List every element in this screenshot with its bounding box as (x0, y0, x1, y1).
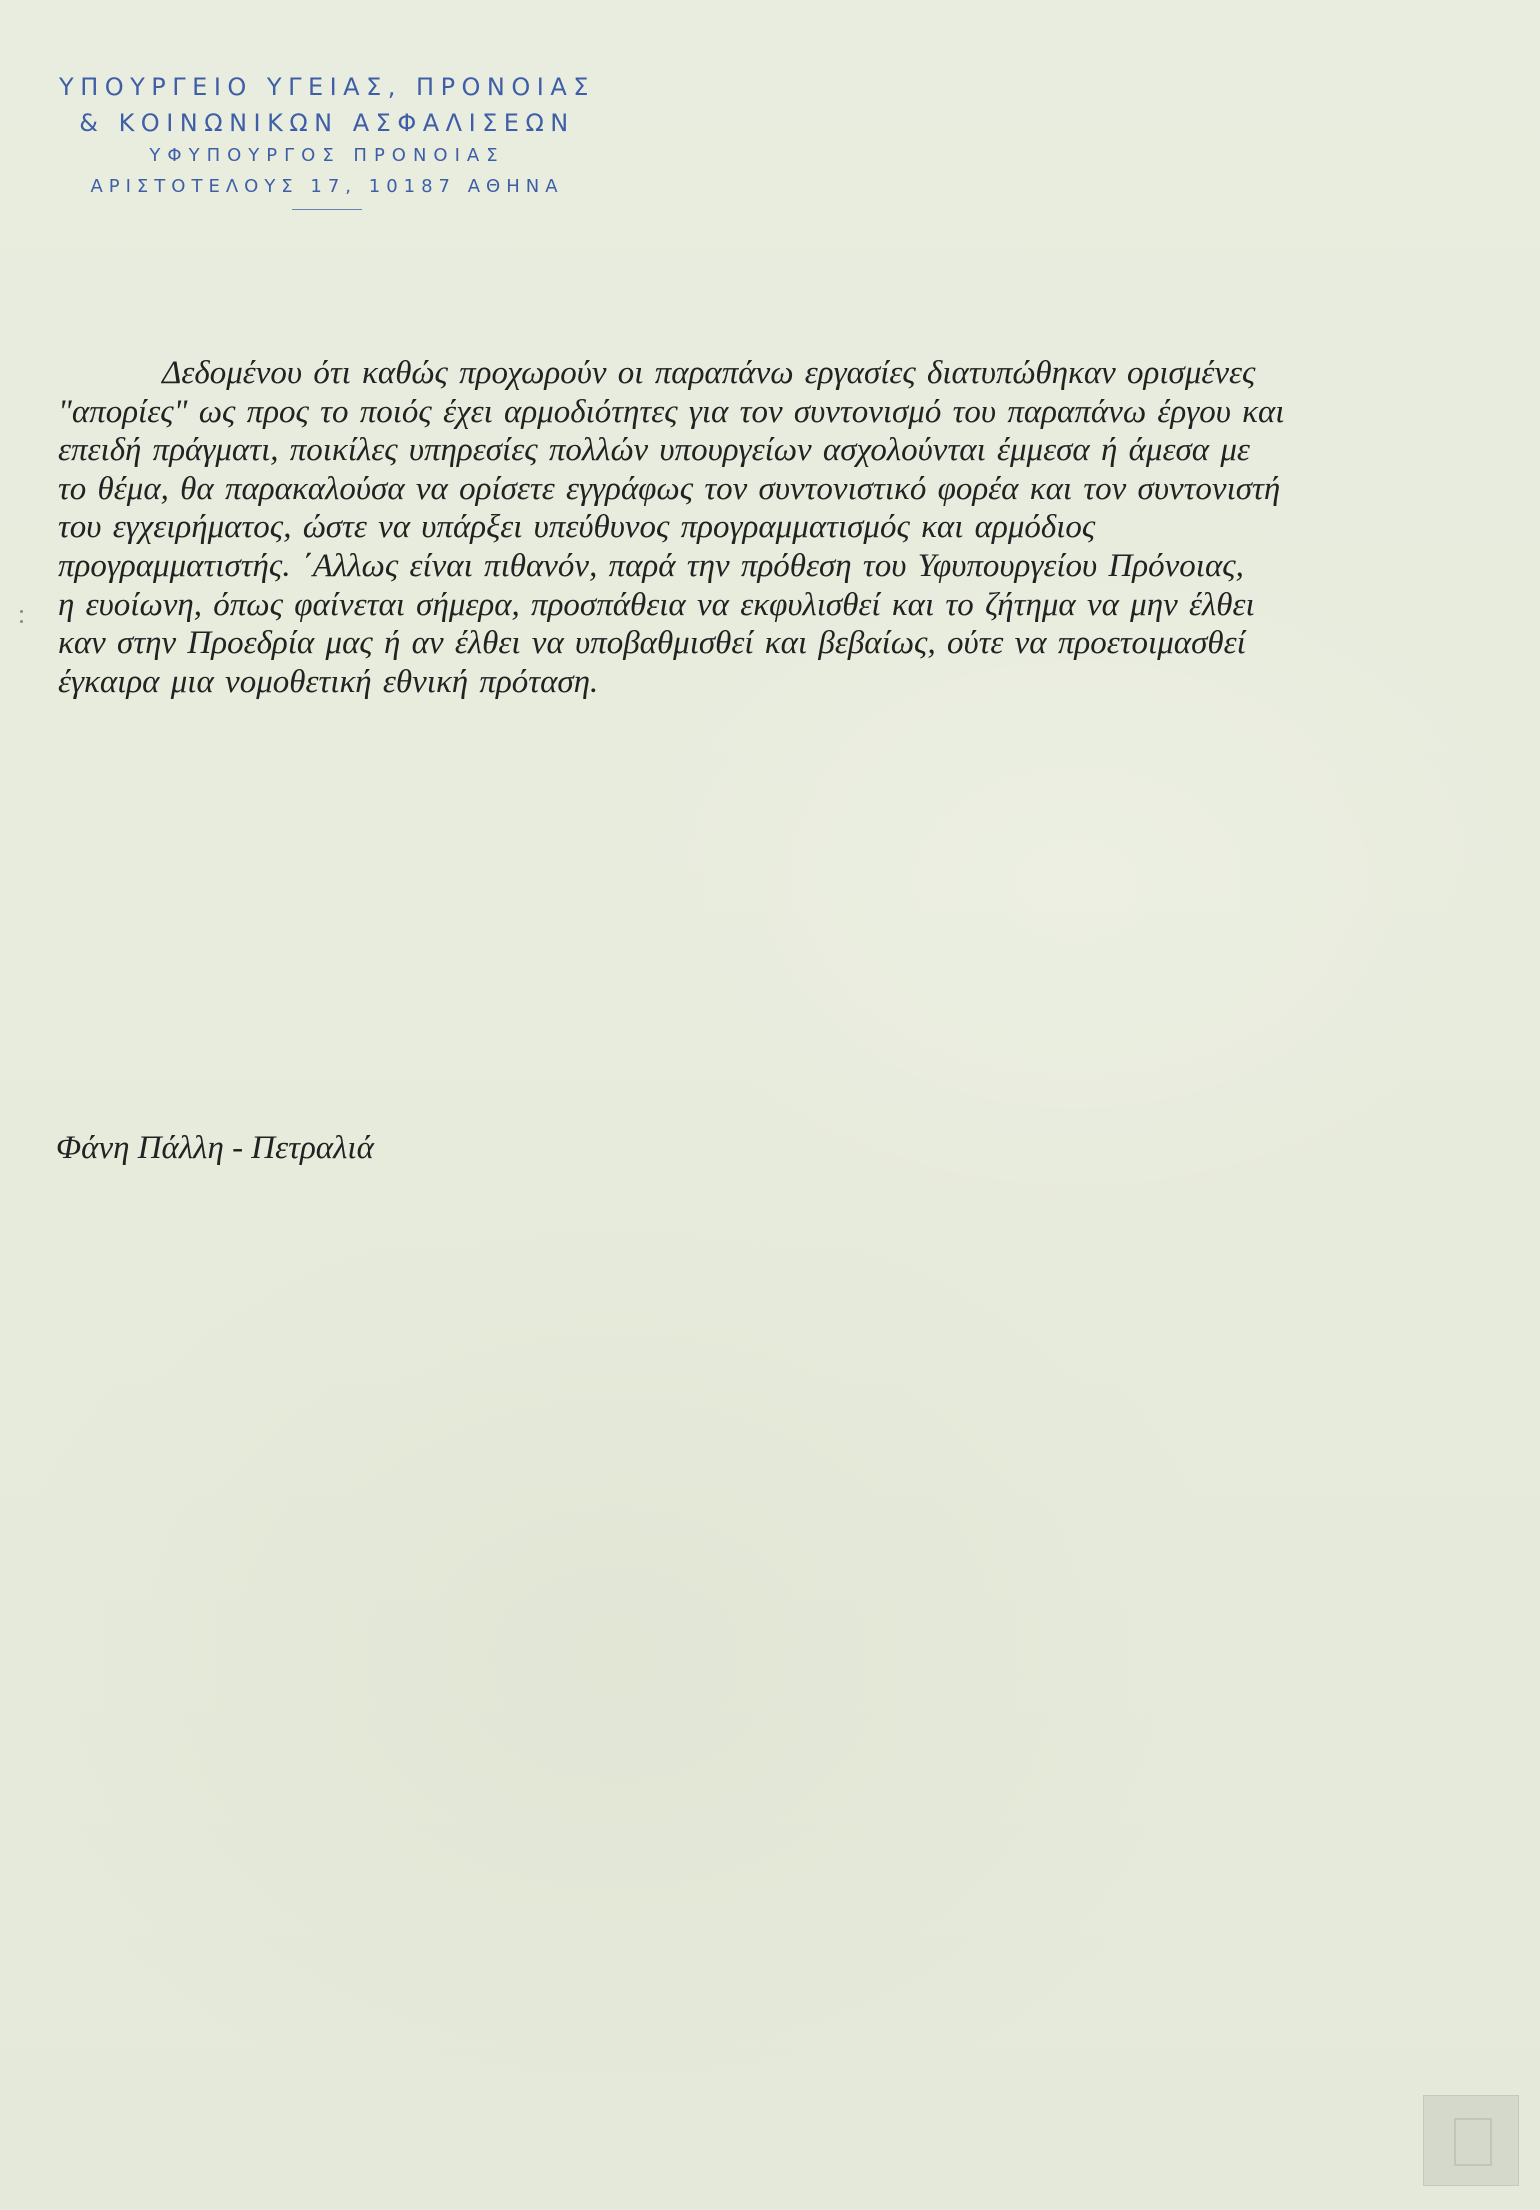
body-line: επειδή πράγματι, ποικίλες υπηρεσίες πολλών υπουργείων ασχολούνται έμμεσα ή άμεσα με (58, 432, 1250, 469)
letter-body (58, 354, 1498, 701)
margin-speck (20, 610, 23, 613)
body-line: έγκαιρα μια νομοθετική εθνική πρόταση. (58, 663, 599, 700)
scan-stamp-mark (1423, 2095, 1519, 2186)
letterhead-ministry-line-1: ΥΠΟΥΡΓΕΙΟ ΥΓΕΙΑΣ, ΠΡΟΝΟΙΑΣ (59, 73, 595, 101)
body-line: το θέμα, θα παρακαλούσα να ορίσετε εγγράφως τον συντονιστικό φορέα και τον συντονιστή (58, 470, 1281, 507)
body-line: καν στην Προεδρία μας ή αν έλθει να υποβαθμισθεί και βεβαίως, ούτε να προετοιμασθεί (58, 625, 1246, 662)
letterhead-ministry-line-2: & ΚΟΙΝΩΝΙΚΩΝ ΑΣΦΑΛΙΣΕΩΝ (79, 109, 575, 137)
margin-speck (20, 620, 23, 623)
body-line: του εγχειρήματος, ώστε να υπάρξει υπεύθυνος προγραμματισμός και αρμόδιος (58, 509, 1096, 546)
body-line: "απορίες" ως προς το ποιός έχει αρμοδιότητες για τον συντονισμό του παραπάνω έργου και (58, 393, 1285, 430)
letterhead-address: ΑΡΙΣΤΟΤΕΛΟΥΣ 17, 10187 ΑΘΗΝΑ (90, 176, 564, 197)
body-line: Δεδομένου ότι καθώς προχωρούν οι παραπάνω εργασίες διατυπώθηκαν ορισμένες (162, 355, 1256, 391)
signature-name: Φάνη Πάλλη - Πετραλιά (56, 1130, 374, 1166)
body-line: η ευοίωνη, όπως φαίνεται σήμερα, προσπάθεια να εκφυλισθεί και το ζήτημα να μην έλθει (58, 586, 1255, 623)
letterhead-office: ΥΦΥΠΟΥΡΓΟΣ ΠΡΟΝΟΙΑΣ (149, 145, 505, 166)
letterhead (27, 0, 627, 220)
body-line: προγραμματιστής. ΄Αλλως είναι πιθανόν, παρά την πρόθεση του Υφυπουργείου Πρόνοιας, (58, 547, 1244, 584)
letterhead-divider (292, 209, 362, 210)
